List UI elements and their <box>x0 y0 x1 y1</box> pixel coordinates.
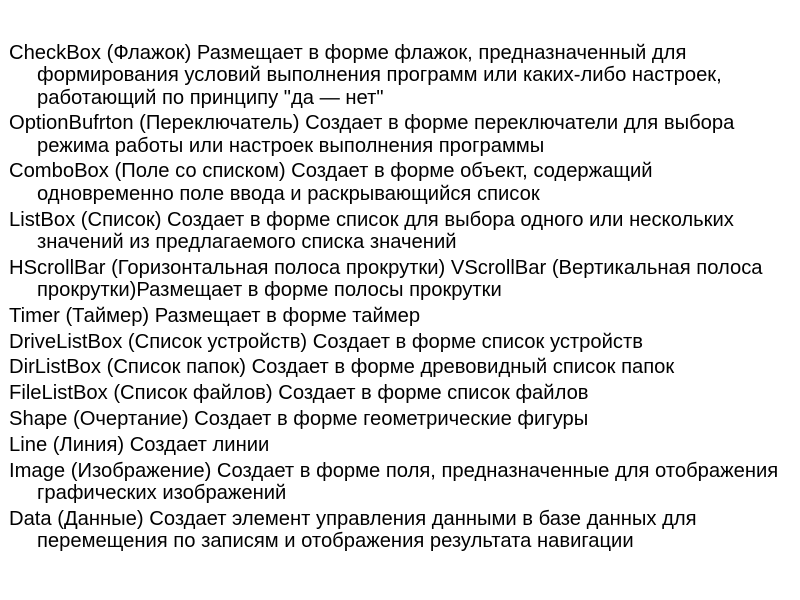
item-text: CheckBox (Флажок) Размещает в форме флажок, предназначенный для формирования условий выполнения программ или каких-либо настроек, работающий по принципу "да — нет" <box>9 42 722 109</box>
item-shape <box>9 408 790 430</box>
item-image <box>9 460 790 505</box>
item-text: Data (Данные) Создает элемент управления данными в базе данных для перемещения по записям и отображения результата навигации <box>9 507 697 552</box>
item-line <box>9 434 790 456</box>
item-text: Image (Изображение) Создает в форме поля, предназначенные для отображения графических изображений <box>9 459 779 504</box>
item-text: DirListBox (Список папок) Создает в форме древовидный список папок <box>9 356 675 379</box>
item-checkbox <box>9 42 790 109</box>
item-scrollbars <box>9 257 790 302</box>
item-drivelistbox <box>9 331 790 353</box>
item-text: DriveListBox (Список устройств) Создает в форме список устройств <box>9 330 643 353</box>
item-text: FileListBox (Список файлов) Создает в форме список файлов <box>9 382 589 405</box>
item-data <box>9 508 790 553</box>
item-text: ComboBox (Поле со списком) Создает в форме объект, содержащий одновременно поле ввода и раскрывающийся список <box>9 160 653 205</box>
item-filelistbox <box>9 382 790 404</box>
item-text: HScrollBar (Горизонтальная полоса прокрутки) VScrollBar (Вертикальная полоса прокрутки)Размещает в форме полосы прокрутки <box>9 256 763 301</box>
item-text: OptionBufrton (Переключатель) Создает в форме переключатели для выбора режима работы или настроек выполнения программы <box>9 112 735 157</box>
item-text: Line (Линия) Создает линии <box>9 433 270 456</box>
item-text: Timer (Таймер) Размещает в форме таймер <box>9 304 421 327</box>
item-combobox <box>9 160 790 205</box>
item-text: Shape (Очертание) Создает в форме геометрические фигуры <box>9 407 589 430</box>
item-text: ListBox (Список) Создает в форме список для выбора одного или нескольких значений из предлагаемого списка значений <box>9 208 734 253</box>
item-listbox <box>9 209 790 254</box>
item-timer <box>9 305 790 327</box>
item-optionbutton <box>9 112 790 157</box>
item-dirlistbox <box>9 356 790 378</box>
